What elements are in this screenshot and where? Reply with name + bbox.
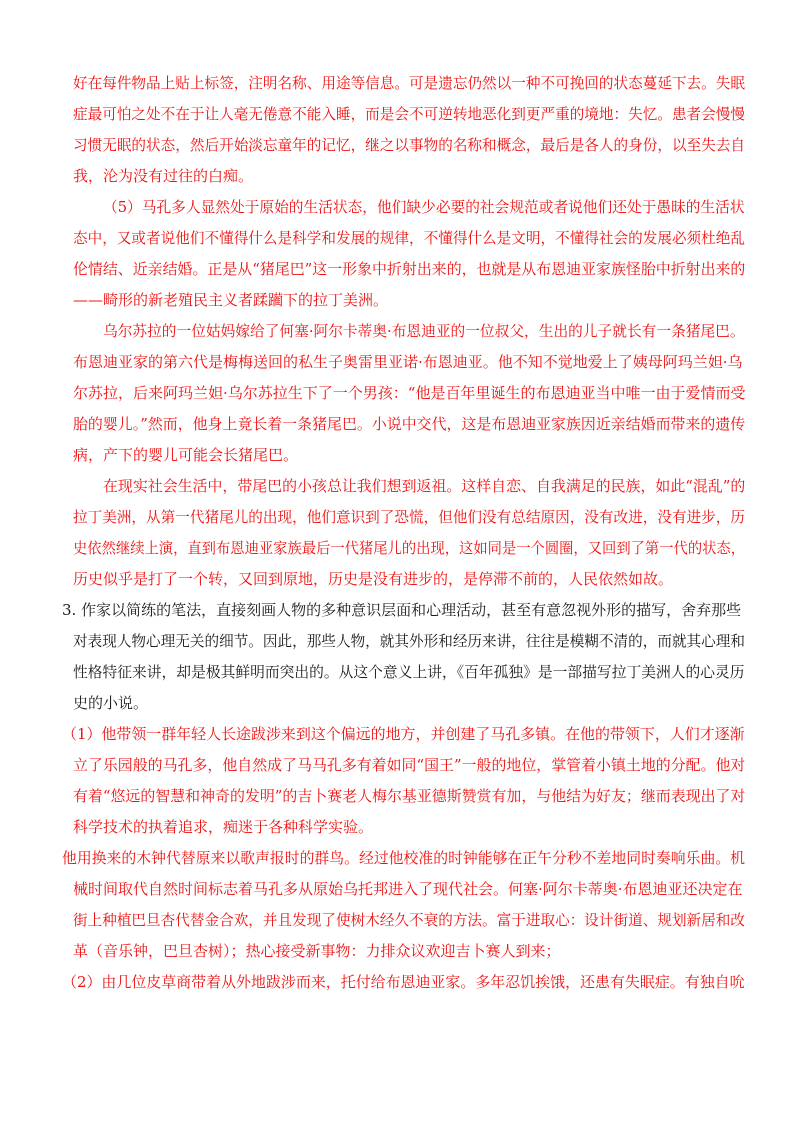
text-line: 我，沦为没有过往的白痴。 (73, 167, 254, 185)
text-line: 科学技术的执着追求，痴迷于各种科学实验。 (73, 818, 374, 836)
item-1-start: （1）他带领一群年轻人长途跋涉来到这个偏远的地方，并创建了马孔多镇。在他的带领下，人们才逐渐 (62, 725, 745, 743)
text-line: 伦情结、近亲结婚。正是从“猪尾巴”这一形象中折射出来的，也就是从布恩迪亚家族怪胎中折射出来的 (73, 260, 746, 278)
text-line: 街上种植巴旦杏代替金合欢，并且发现了使树木经久不衰的方法。富于进取心：设计街道、规划新居和改 (73, 911, 746, 929)
paragraph-start: 在现实社会生活中，带尾巴的小孩总让我们想到返祖。这样自恋、自我满足的民族，如此“混乱”的 (103, 477, 746, 495)
text-line: 立了乐园般的马孔多，他自然成了马马孔多有着如同“国王”一般的地位，掌管着小镇土地的分配。他对 (73, 756, 746, 774)
text-line: 革（音乐钟，巴旦杏树）；热心接受新事物：力排众议欢迎吉卜赛人到来； (73, 942, 561, 960)
text-line: 好在每件物品上贴上标签，注明名称、用途等信息。可是遗忘仍然以一种不可挽回的状态蔓延下去。失眠 (73, 74, 746, 92)
text-line: 对表现人物心理无关的细节。因此，那些人物，就其外形和经历来讲，往往是模糊不清的，而就其心理和 (73, 632, 746, 650)
text-line: 性格特征来讲，却是极其鲜明而突出的。从这个意义上讲，《百年孤独》是一部描写拉丁美洲人的心灵历 (73, 663, 745, 681)
text-line: 有着“悠远的智慧和神奇的发明”的吉卜赛老人梅尔基亚德斯赞赏有加，与他结为好友；继而表现出了对 (73, 787, 746, 805)
paragraph-start: 乌尔苏拉的一位姑妈嫁给了何塞·阿尔卡蒂奥·布恩迪亚的一位叔父，生出的儿子就长有一条猪尾巴。 (103, 322, 745, 340)
text-line: 历史似乎是打了一个转，又回到原地，历史是没有进步的，是停滞不前的，人民依然如故。 (73, 570, 674, 588)
text-line: 病，产下的婴儿可能会长猪尾巴。 (73, 446, 299, 464)
text-line: 习惯无眠的状态，然后开始淡忘童年的记忆，继之以事物的名称和概念，最后是各人的身份，以至失去自 (73, 136, 746, 154)
text-line: 胎的婴儿。”然而，他身上竟长着一条猪尾巴。小说中交代，这是布恩迪亚家族因近亲结婚而带来的遗传 (73, 415, 746, 433)
text-line: 尔苏拉，后来阿玛兰妲·乌尔苏拉生下了一个男孩：“他是百年里诞生的布恩迪亚当中唯一由于爱情而受 (73, 384, 746, 402)
text-line: ——畸形的新老殖民主义者蹂躏下的拉丁美洲。 (73, 291, 389, 309)
text-line: 症最可怕之处不在于让人毫无倦意不能入睡，而是会不可逆转地恶化到更严重的境地：失忆。患者会慢慢 (73, 105, 746, 123)
paragraph-5-start: （5）马孔多人显然处于原始的生活状态，他们缺少必要的社会规范或者说他们还处于愚昧的生活状 (103, 198, 745, 216)
text-line: 械时间取代自然时间标志着马孔多从原始乌托邦进入了现代社会。何塞·阿尔卡蒂奥·布恩迪亚还决定在 (73, 880, 743, 898)
text-line: 布恩迪亚家的第六代是梅梅送回的私生子奥雷里亚诺·布恩迪亚。他不知不觉地爱上了姨母阿玛兰妲·乌 (73, 353, 743, 371)
point-3-start: 3. 作家以简练的笔法，直接刻画人物的多种意识层面和心理活动，甚至有意忽视外形的描写，舍弃那些 (62, 601, 742, 619)
text-line: 拉丁美洲，从第一代猪尾儿的出现，他们意识到了恐慌，但他们没有总结原因，没有改进，没有进步，历 (73, 508, 746, 526)
text-line: 态中，又或者说他们不懂得什么是科学和发展的规律，不懂得什么是文明，不懂得社会的发展必须杜绝乱 (73, 229, 746, 247)
item-2-start: （2）由几位皮草商带着从外地跋涉而来，托付给布恩迪亚家。多年忍饥挨饿，还患有失眠症。有独自吮 (62, 973, 745, 991)
text-line: 史依然继续上演，直到布恩迪亚家族最后一代猪尾儿的出现，这如同是一个圆圈，又回到了第一代的状态， (73, 539, 746, 557)
paragraph-start: 他用换来的木钟代替原来以歌声报时的群鸟。经过他校准的时钟能够在正午分秒不差地同时奏响乐曲。机 (62, 849, 746, 867)
text-line: 史的小说。 (73, 694, 149, 712)
